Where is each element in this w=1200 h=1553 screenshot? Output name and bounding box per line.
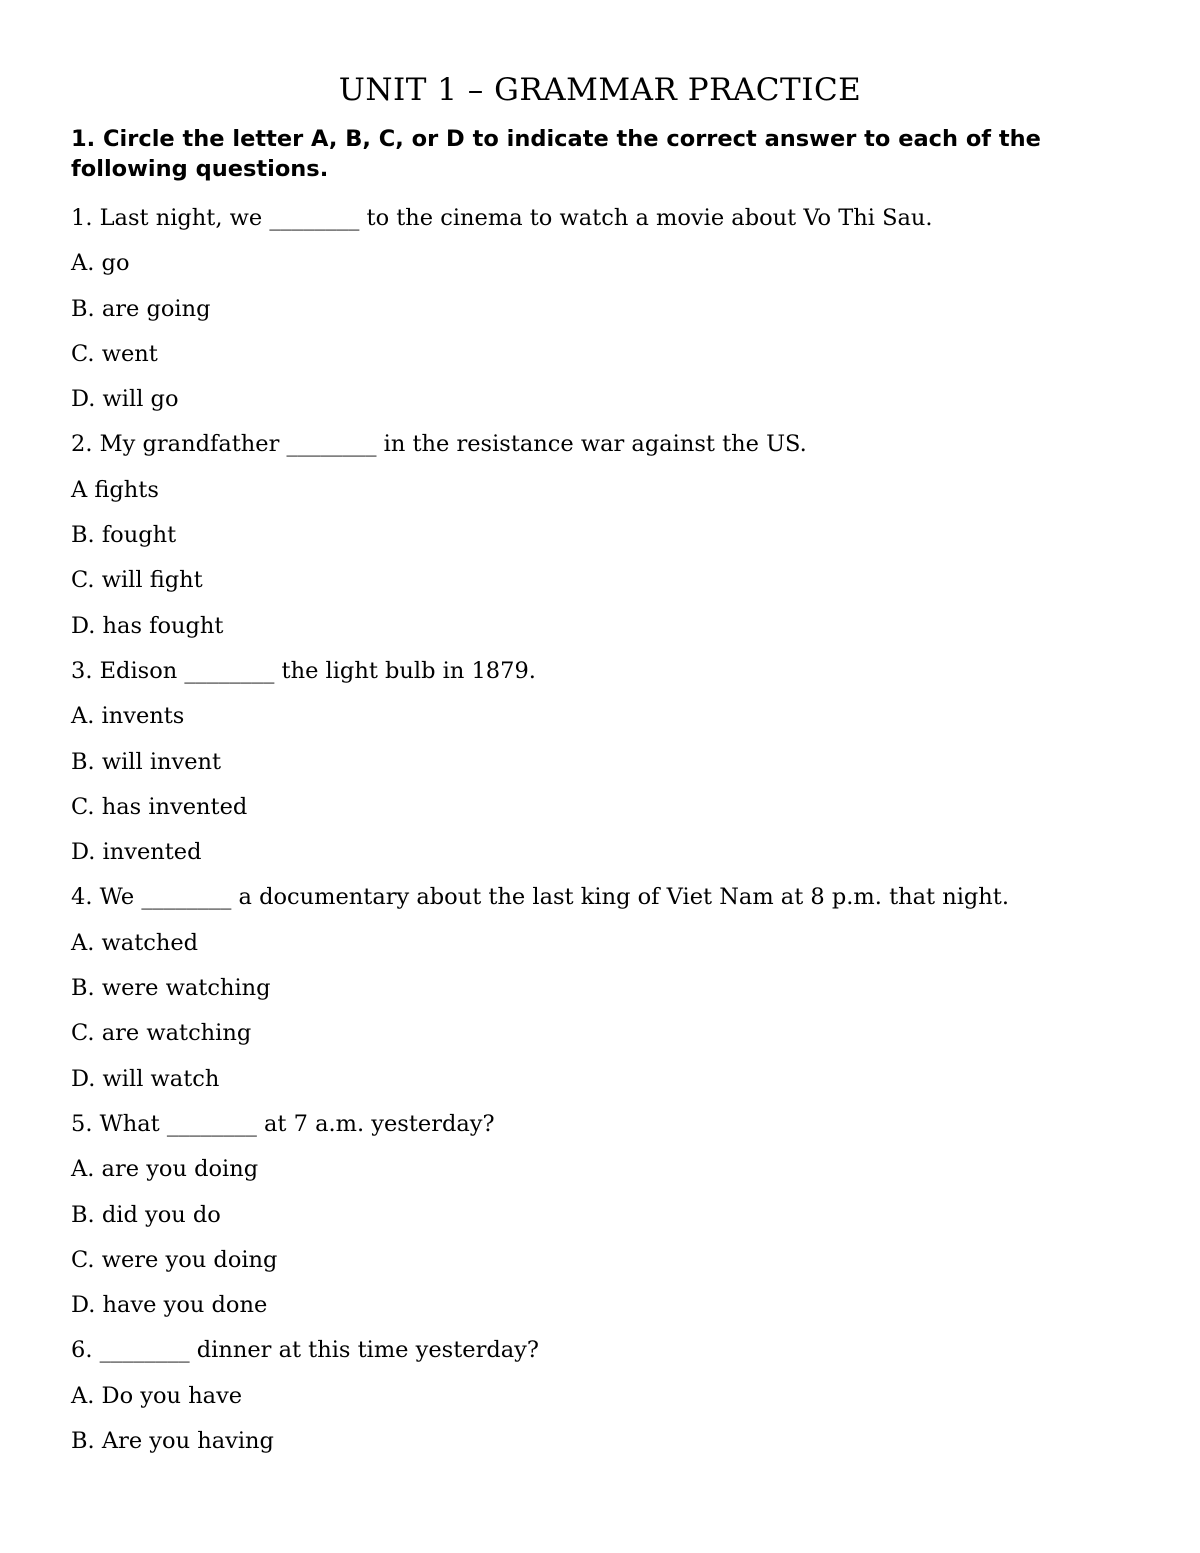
- option-5a: A. are you doing: [71, 1156, 259, 1183]
- question-1: 1. Last night, we ________ to the cinema to watch a movie about Vo Thi Sau.: [71, 205, 933, 231]
- option-2b: B. fought: [71, 522, 177, 549]
- option-3c: C. has invented: [71, 793, 248, 820]
- option-1d: D. will go: [71, 386, 179, 413]
- option-2d: D. has fought: [71, 612, 224, 639]
- option-5b: B. did you do: [71, 1201, 221, 1228]
- question-3: 3. Edison ________ the light bulb in 1879.: [71, 657, 536, 684]
- option-6a: A. Do you have: [71, 1382, 243, 1409]
- option-2c: C. will fight: [71, 567, 203, 594]
- page-title: UNIT 1 – GRAMMAR PRACTICE: [338, 72, 862, 108]
- option-1a: A. go: [71, 250, 130, 277]
- question-6: 6. ________ dinner at this time yesterday?: [71, 1337, 539, 1364]
- option-4d: D. will watch: [71, 1065, 220, 1092]
- question-2: 2. My grandfather ________ in the resistance war against the US.: [71, 431, 807, 458]
- exercise-instruction: 1. Circle the letter A, B, C, or D to indicate the correct answer to each of the following questions.: [71, 126, 1041, 182]
- option-1b: B. are going: [71, 295, 211, 322]
- option-3d: D. invented: [71, 839, 202, 866]
- option-3b: B. will invent: [71, 748, 222, 775]
- question-5: 5. What ________ at 7 a.m. yesterday?: [71, 1110, 495, 1137]
- option-4c: C. are watching: [71, 1020, 252, 1047]
- option-2a: A fights: [71, 476, 159, 503]
- question-4: 4. We ________ a documentary about the last king of Viet Nam at 8 p.m. that night.: [71, 884, 1009, 911]
- option-5d: D. have you done: [71, 1292, 268, 1319]
- question-list: [71, 196, 1151, 1464]
- option-1c: C. went: [71, 340, 158, 367]
- option-6b: B. Are you having: [71, 1428, 274, 1455]
- option-5c: C. were you doing: [71, 1246, 278, 1273]
- option-3a: A. invents: [71, 703, 185, 730]
- option-4b: B. were watching: [71, 975, 271, 1002]
- option-4a: A. watched: [71, 929, 199, 956]
